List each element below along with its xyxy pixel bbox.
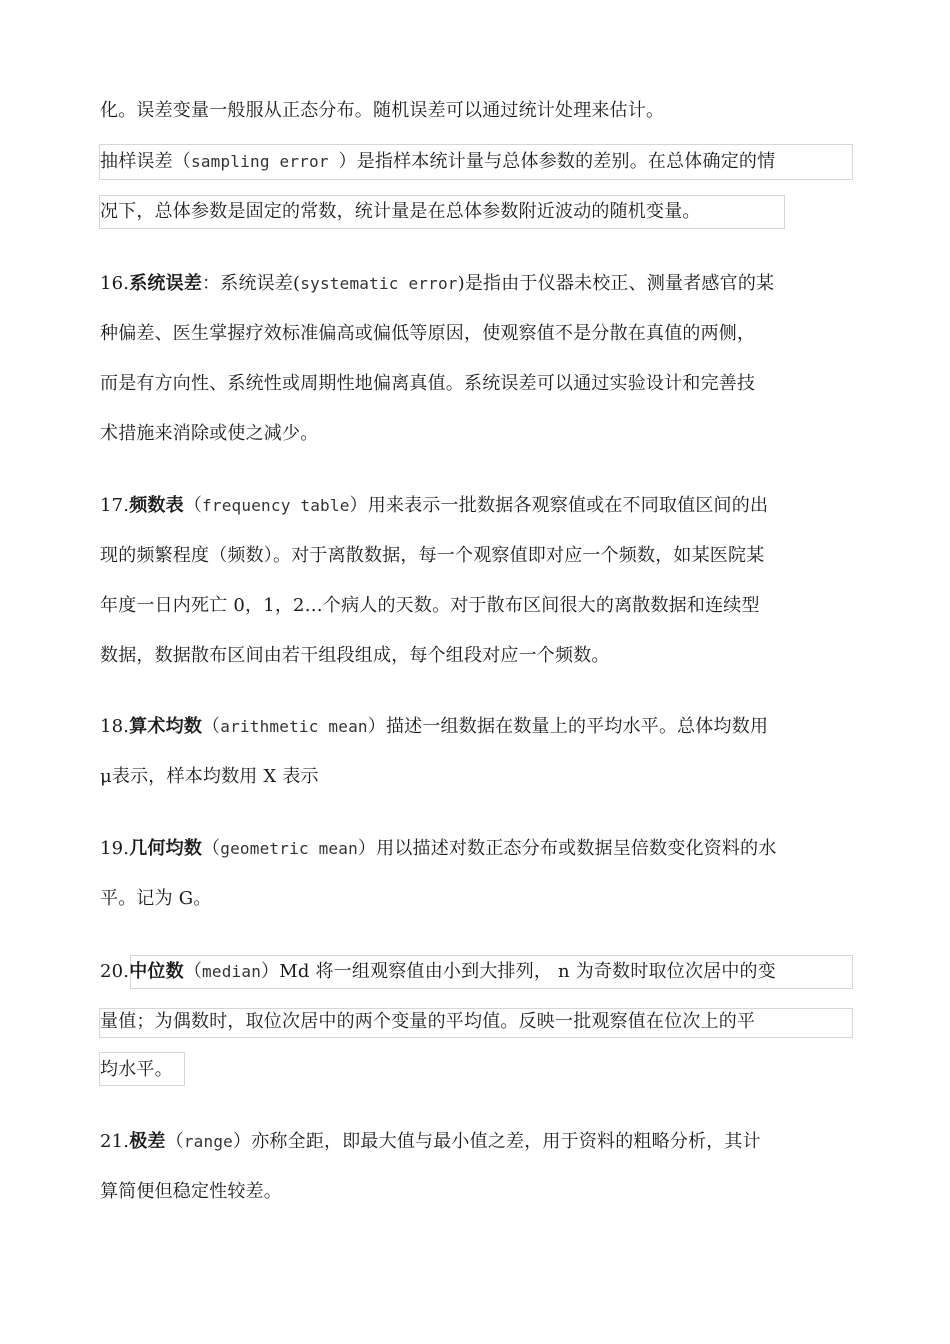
paragraph-random-error-end [100,99,664,123]
text-span: （ [202,716,221,737]
term-heading: 几何均数 [129,838,203,859]
text-line: 算简便但稳定性较差。 [100,1181,282,1202]
text-span: ）用来表示一批数据各观察值或在不同取值区间的出 [349,495,769,516]
item-number: 19. [100,838,130,859]
text-line: 而是有方向性、系统性或周期性地偏离真值。系统误差可以通过实验设计和完善技 [100,373,756,394]
term-heading: 频数表 [129,495,184,516]
text-span: （ [165,1131,184,1152]
text-line: 平。记为 G。 [100,888,212,909]
paragraph-17-frequency-table [100,494,768,518]
english-term: sampling error [191,152,339,171]
text-span: )是指由于仪器未校正、测量者感官的某 [457,273,775,294]
text-span: 抽样误差（ [100,151,191,172]
item-number: 20. [100,961,130,982]
text-span: （ [202,838,221,859]
text-line: 数据，数据散布区间由若干组段组成，每个组段对应一个频数。 [100,645,610,666]
english-term: geometric mean [220,839,358,858]
term-heading: 算术均数 [129,716,203,737]
text-line: 年度一日内死亡 0，1，2…个病人的天数。对于散布区间很大的离散数据和连续型 [100,595,760,616]
term-heading: 系统误差 [129,273,203,294]
text-span: ）用以描述对数正态分布或数据呈倍数变化资料的水 [357,838,777,859]
item-number: 18. [100,716,130,737]
text-line: 均水平。 [100,1059,173,1080]
text-line: 种偏差、医生掌握疗效标准偏高或偏低等原因，使观察值不是分散在真值的两侧， [100,323,756,344]
term-heading: 极差 [129,1131,166,1152]
item-number: 21. [100,1131,130,1152]
text-line: μ表示，样本均数用 X 表示 [100,766,319,787]
english-term: systematic error [300,274,458,293]
paragraph-19-geometric-mean [100,837,777,861]
text-span: ）描述一组数据在数量上的平均水平。总体均数用 [367,716,769,737]
text-span: （ [183,961,203,982]
paragraph-20-median [100,960,776,984]
text-line: 况下，总体参数是固定的常数，统计量是在总体参数附近波动的随机变量。 [100,201,701,222]
english-term: median [202,962,262,981]
text-line: 术措施来消除或使之减少。 [100,423,319,444]
paragraph-18-arithmetic-mean [100,715,768,739]
item-number: 16. [100,273,130,294]
paragraph-16-systematic-error [100,272,774,296]
text-line: 化。误差变量一般服从正态分布。随机误差可以通过统计处理来估计。 [100,100,665,121]
item-number: 17. [100,495,130,516]
english-term: frequency table [202,496,350,515]
text-span: ：系统误差( [202,273,301,294]
text-line: 现的频繁程度（频数）。对于离散数据，每一个观察值即对应一个频数，如某医院某 [100,545,765,566]
text-line: 量值；为偶数时，取位次居中的两个变量的平均值。反映一批观察值在位次上的平 [100,1011,756,1032]
term-heading: 中位数 [129,961,184,982]
text-span: ）是指样本统计量与总体参数的差别。在总体确定的情 [338,151,776,172]
paragraph-21-range [100,1130,761,1154]
english-term: range [183,1132,234,1151]
english-term: arithmetic mean [220,717,368,736]
text-span: ）Md 将一组观察值由小到大排列， n 为奇数时取位次居中的变 [261,961,776,982]
text-span: ）亦称全距，即最大值与最小值之差，用于资料的粗略分析，其计 [233,1131,761,1152]
paragraph-sampling-error-line2 [100,200,701,224]
text-span: （ [183,495,203,516]
paragraph-sampling-error [100,150,775,174]
